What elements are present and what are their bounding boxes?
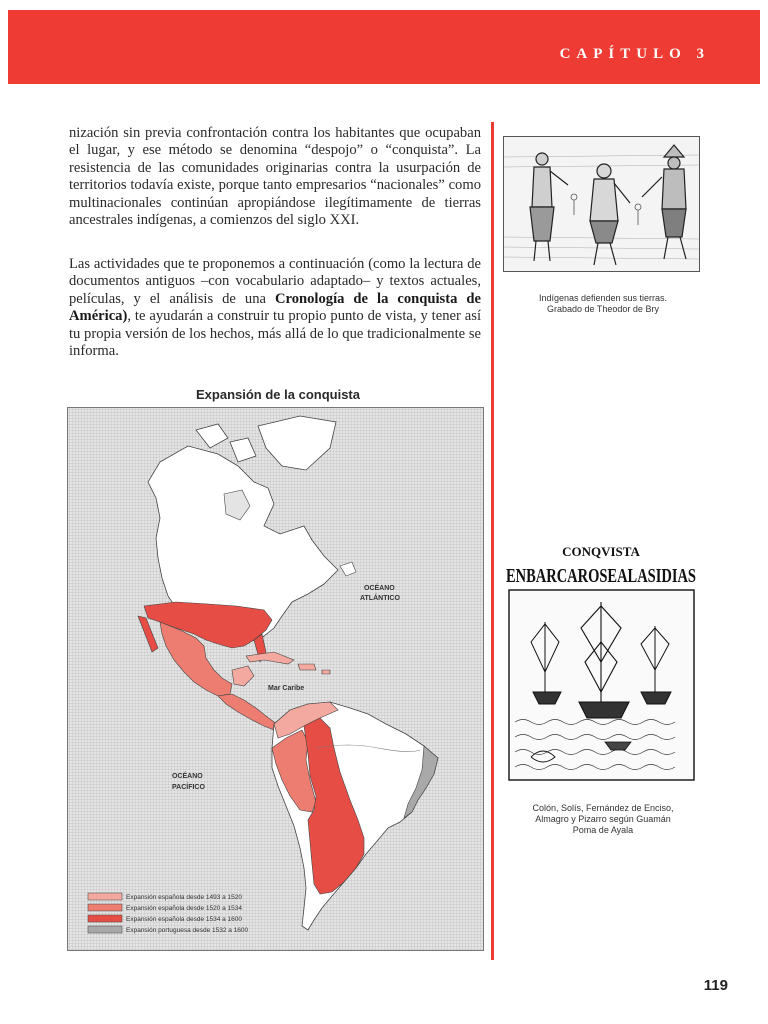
map-newfoundland xyxy=(340,562,356,576)
legend-swatch-1 xyxy=(88,893,122,900)
chapter-title: CAPÍTULO 3 xyxy=(559,46,710,62)
woodcut-caption-line-3: Poma de Ayala xyxy=(572,825,634,835)
legend-label-1: Expansión española desde 1493 a 1520 xyxy=(126,894,243,901)
legend-swatch-4 xyxy=(88,926,122,933)
map-greenland xyxy=(258,416,336,470)
map-puerto-rico xyxy=(322,670,330,674)
map-yucatan xyxy=(232,666,254,686)
atlantic-label-1: OCÉANO xyxy=(364,585,395,592)
legend-swatch-3 xyxy=(88,915,122,922)
engraving-caption-line-1: Indígenas defienden sus tierras. xyxy=(538,293,668,303)
page-number: 119 xyxy=(703,977,728,994)
paragraph-2-bold: Cronología de la conquista de América) xyxy=(69,290,481,325)
map-central-america xyxy=(218,694,280,730)
map-baja xyxy=(138,616,158,652)
pacific-label-2: PACÍFICO xyxy=(172,784,205,791)
paragraph-2-start: Las actividades que te proponemos a continuación (como la lectura de documentos antiguos –con vocabulario adaptado– y textos actuales, películas, y el análisis de una xyxy=(69,256,481,307)
paragraph-2 xyxy=(69,256,481,360)
map-arctic-island xyxy=(196,424,228,448)
map-arctic-island xyxy=(230,438,256,462)
caribbean-label: Mar Caribe xyxy=(268,685,305,692)
americas-map xyxy=(67,407,484,951)
woodcut-caption-line-1: Colón, Solís, Fernández de Enciso, xyxy=(532,803,674,813)
column-divider xyxy=(491,122,494,960)
engraving-caption xyxy=(500,293,706,315)
woodcut-image xyxy=(505,542,698,782)
legend-swatch-2 xyxy=(88,904,122,911)
woodcut-main-text: ENBARCAROSEALASIDIAS xyxy=(506,565,696,587)
map-legend xyxy=(88,893,249,934)
woodcut-caption xyxy=(500,803,706,836)
atlantic-label-2: ATLÁNTICO xyxy=(360,595,400,602)
legend-label-2: Expansión española desde 1520 a 1534 xyxy=(126,905,243,912)
map-title: Expansión de la conquista xyxy=(196,387,360,402)
woodcut-top-text: CONQVISTA xyxy=(562,544,640,559)
pacific-label-1: OCÉANO xyxy=(172,773,203,780)
woodcut-caption-line-2: Almagro y Pizarro según Guamán xyxy=(535,814,671,824)
legend-label-3: Expansión española desde 1534 a 1600 xyxy=(126,916,243,923)
map-hispaniola xyxy=(298,664,316,670)
legend-label-4: Expansión portuguesa desde 1532 a 1600 xyxy=(126,927,249,934)
paragraph-2-end: , te ayudarán a construir tu propio punto de vista, y tener así tu propia versión de los hechos, más allá de lo que tradicionalmente se informa. xyxy=(69,308,481,360)
engraving-image xyxy=(503,136,700,272)
engraving-caption-line-2: Grabado de Theodor de Bry xyxy=(547,304,659,314)
paragraph-1: nización sin previa confrontación contra los habitantes que ocupaban el lugar, y ese método se denomina “despojo” o “conquista”. La resistencia de las comunidades originarias contra la usurpación de territorios todavía existe, porque tanto empresarios “nacionales” como multinacionales continúan apropiándose ilegítimamente de tierras ancestrales indígenas, a comienzos del siglo XXI. xyxy=(69,125,481,229)
map-cuba xyxy=(246,652,294,664)
